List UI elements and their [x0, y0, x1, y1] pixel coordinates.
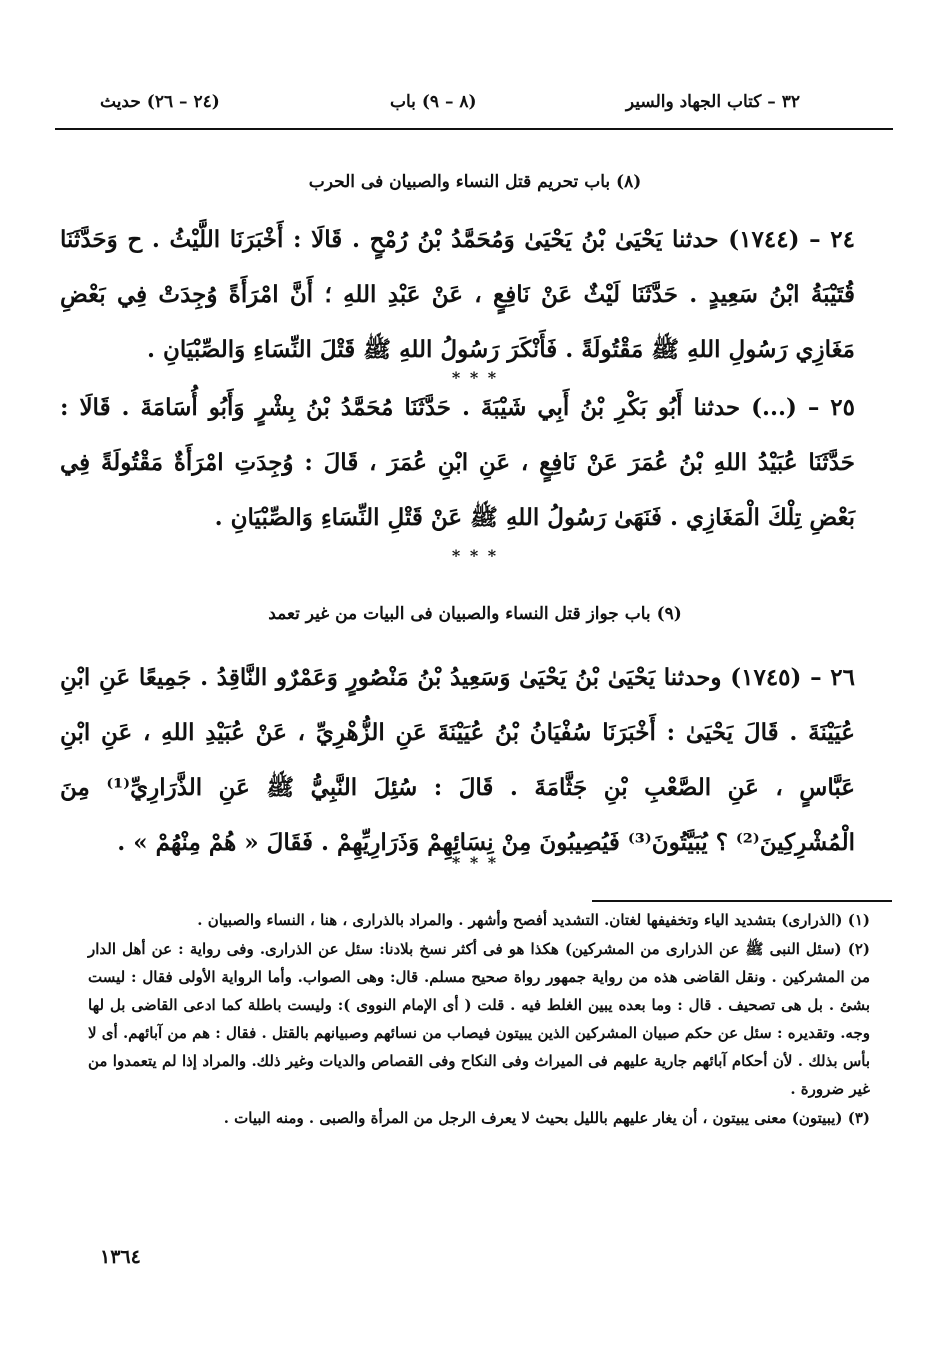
- header-hadith-range: (٢٤ – ٢٦) حديث: [100, 92, 220, 112]
- footnotes: [88, 906, 870, 1133]
- footnote-2: (٢) (سئل النبى ﷺ عن الذرارى من المشركين) هكذا هو فى أكثر نسخ بلادنا: سئل عن الذرارى. وفى رواية : عن أهل الدار من المشركين . ونقل القاضى هذه من رواية جمهور رواة صحيح مسلم. قال: وهى الصواب. وأما الرواية الأولى فقال : ليست بشئ . بل هى تصحيف . قال : وما بعده يبين الغلط فيه . قلت ( أى الإمام النووى ): وليست باطلة كما ادعى القاضى بل لها وجه. وتقديره : سئل عن حكم صبيان المشركين الذين يبيتون فيصاب من نسائهم وصبيانهم بالقتل . فقال : هم من آبائهم. أى لا بأس بذلك . لأن أحكام آبائهم جارية عليهم فى الميراث وفى النكاح وفى القصاص والديات وغير ذلك. والمراد إذا لم يتعمدوا من غير ضرورة .: [88, 940, 870, 1098]
- chapter-heading-9: (٩) باب جواز قتل النساء والصبيان فى البيات من غير تعمد: [268, 604, 682, 624]
- footnote-1: (١) (الذرارى) بتشديد الياء وتخفيفها لغتان. التشديد أفصح وأشهر . والمراد بالذرارى ، هنا ، النساء والصبيان .: [197, 911, 870, 929]
- header-rule: [55, 128, 893, 130]
- chapter-heading-8: (٨) باب تحريم قتل النساء والصبيان فى الحرب: [308, 172, 642, 192]
- header-chapter-range: (٨ – ٩) باب: [390, 92, 477, 112]
- section-separator: * * *: [451, 368, 499, 387]
- hadith-25: ٢٥ – (...) حدثنا أَبُو بَكْرِ بْنُ أَبِي شَيْبَةَ . حَدَّثَنَا مُحَمَّدُ بْنُ بِشْرٍ وَأَبُو أُسَامَةَ . قَالَا : حَدَّثَنَا عُبَيْدُ اللهِ بْنُ عُمَرَ عَنْ نَافِعٍ ، عَنِ ابْنِ عُمَرَ ، قَالَ : وُجِدَتِ امْرَأَةٌ مَقْتُولَةً فِي بَعْضِ تِلْكَ الْمَغَازِي . فَنَهَىٰ رَسُولُ اللهِ ﷺ عَنْ قَتْلِ النِّسَاءِ وَالصِّبْيَانِ .: [60, 394, 855, 531]
- hadith-26: ٢٦ – (١٧٤٥) وحدثنا يَحْيَىٰ بْنُ يَحْيَىٰ وَسَعِيدُ بْنُ مَنْصُورٍ وَعَمْرٌو النَّاقِدُ . جَمِيعًا عَنِ ابْنِ عُيَيْنَةَ . قَالَ يَحْيَىٰ : أَخْبَرَنَا سُفْيَانُ بْنُ عُيَيْنَةَ عَنِ الزُّهْرِيِّ ، عَنْ عُبَيْدِ اللهِ ، عَنِ ابْنِ عَبَّاسٍ ، عَنِ الصَّعْبِ بْنِ جَثَّامَةَ . قَالَ : سُئِلَ النَّبِيُّ ﷺ عَنِ الذَّرَارِيِّ⁽¹⁾ مِنَ الْمُشْرِكِينَ⁽²⁾ ؟ يُبَيَّتُونَ⁽³⁾ فَيُصِيبُونَ مِنْ نِسَائِهِمْ وَذَرَارِيِّهِمْ . فَقَالَ « هُمْ مِنْهُمْ » .: [60, 664, 856, 856]
- section-separator: * * *: [451, 853, 499, 872]
- running-header: [100, 92, 800, 132]
- footnote-3: (٣) (يبيتون) معنى يبيتون ، أن يغار عليهم بالليل بحيث لا يعرف الرجل من المرأة والصبى . ومنه البيات .: [223, 1109, 870, 1127]
- page-number: ١٣٦٤: [100, 1246, 141, 1268]
- hadith-24: ٢٤ – (١٧٤٤) حدثنا يَحْيَىٰ بْنُ يَحْيَىٰ وَمُحَمَّدُ بْنُ رُمْحٍ . قَالَا : أَخْبَرَنَا اللَّيْثُ . ح وَحَدَّثَنَا قُتَيْبَةُ ابْنُ سَعِيدٍ . حَدَّثَنَا لَيْثٌ عَنْ نَافِعٍ ، عَنْ عَبْدِ اللهِ ؛ أَنَّ امْرَأَةً وُجِدَتْ فِي بَعْضِ مَغَازِي رَسُولِ اللهِ ﷺ مَقْتُولَةً . فَأَنْكَرَ رَسُولُ اللهِ ﷺ قَتْلَ النِّسَاءِ وَالصِّبْيَانِ .: [60, 226, 855, 363]
- header-book-title: ٣٢ – كتاب الجهاد والسير: [625, 92, 800, 112]
- section-separator: * * *: [451, 546, 499, 565]
- footnote-rule: [592, 900, 892, 902]
